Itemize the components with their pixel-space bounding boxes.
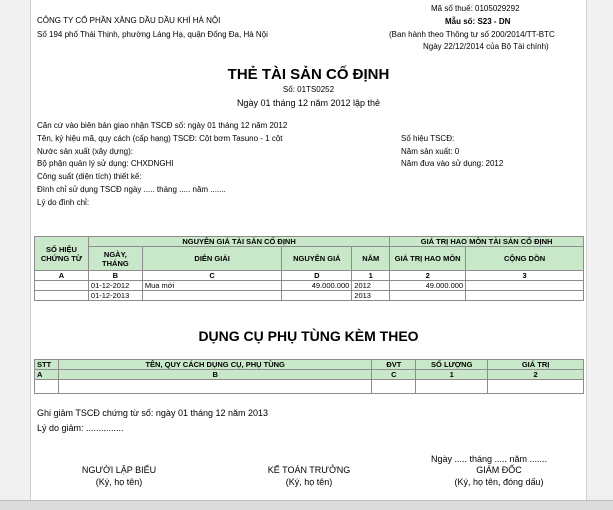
header-description: DIỄN GIẢI [142, 247, 282, 271]
circular-line-2: Ngày 22/12/2014 của Bộ Tài chính) [423, 42, 549, 51]
header-unit: ĐVT [372, 360, 416, 370]
origin-line: Nước sản xuất (xây dựng): [37, 147, 133, 156]
suspended-line: Đình chỉ sử dụng TSCĐ ngày ..... tháng ..... năm ....... [37, 185, 226, 194]
header-depr-value: GIÁ TRỊ HAO MÒN [390, 247, 466, 271]
basis-line: Căn cứ vào biên bản giao nhận TSCĐ số: ngày 01 tháng 12 năm 2012 [37, 121, 288, 130]
header-doc-number: SỐ HIỆU CHỨNG TỪ [35, 237, 89, 271]
code-cell: B [88, 271, 142, 281]
department-line: Bộ phận quản lý sử dụng: CHXDNGHI [37, 159, 174, 168]
header-original-cost: NGUYÊN GIÁ TÀI SẢN CỐ ĐỊNH [88, 237, 389, 247]
empty-cell [58, 380, 371, 394]
footer-date: Ngày ..... tháng ..... năm ....... [431, 454, 548, 464]
preparer-title: NGƯỜI LẬP BIỂU [81, 465, 157, 475]
accessories-table [34, 359, 584, 394]
accountant-title: KẾ TOÁN TRƯỞNG [267, 465, 351, 475]
decrease-line: Ghi giảm TSCĐ chứng từ số: ngày 01 tháng 12 năm 2013 [37, 408, 269, 418]
year-made-line: Năm sản xuất: 0 [401, 147, 460, 156]
decrease-reason-line: Lý do giảm: ............... [37, 423, 124, 433]
code-cell: 2 [488, 370, 584, 380]
tax-code: Mã số thuế: 0105029292 [431, 4, 520, 13]
form-number-label: Mẫu số: [445, 17, 476, 26]
cell-depr: 49.000.000 [390, 281, 466, 291]
cell-cost [282, 291, 352, 301]
cell-date: 01-12-2013 [88, 291, 142, 301]
capacity-line: Công suất (diện tích) thiết kế: [37, 172, 142, 181]
code-cell: 1 [416, 370, 488, 380]
code-cell: A [35, 271, 89, 281]
table-row [35, 281, 584, 291]
code-cell: 3 [466, 271, 584, 281]
asset-number-line: Số hiệu TSCĐ: [401, 134, 455, 143]
code-cell: 2 [390, 271, 466, 281]
cell-date: 01-12-2012 [88, 281, 142, 291]
director-title: GIÁM ĐỐC [476, 465, 522, 475]
cell-doc [35, 281, 89, 291]
header-value: GIÁ TRỊ [488, 360, 584, 370]
code-cell: D [282, 271, 352, 281]
header-depreciation: GIÁ TRỊ HAO MÒN TÀI SẢN CỐ ĐỊNH [390, 237, 584, 247]
table-row [35, 291, 584, 301]
year-used-line: Năm đưa vào sử dụng: 2012 [401, 159, 504, 168]
table-row [35, 380, 584, 394]
empty-cell [488, 380, 584, 394]
cell-cost: 49.000.000 [282, 281, 352, 291]
circular-line-1: (Ban hành theo Thông tư số 200/2014/TT-BTC [389, 30, 555, 39]
cell-desc [142, 291, 282, 301]
code-cell: B [58, 370, 371, 380]
director-sign: (Ký, họ tên, đóng dấu) [454, 477, 544, 487]
header-quantity: SỐ LƯỢNG [416, 360, 488, 370]
suspend-reason-line: Lý do đình chỉ: [37, 198, 90, 207]
accessories-title: DỤNG CỤ PHỤ TÙNG KÈM THEO [198, 328, 419, 344]
document-page [30, 0, 587, 500]
cell-doc [35, 291, 89, 301]
header-cost: NGUYÊN GIÁ [282, 247, 352, 271]
empty-cell [416, 380, 488, 394]
code-cell: C [142, 271, 282, 281]
accountant-sign: (Ký, họ tên) [285, 477, 333, 487]
empty-cell [35, 380, 59, 394]
card-title: THẺ TÀI SẢN CỐ ĐỊNH [227, 66, 390, 83]
code-cell: C [372, 370, 416, 380]
code-cell: 1 [352, 271, 390, 281]
header-cumulative: CỘNG DỒN [466, 247, 584, 271]
cell-desc: Mua mới [142, 281, 282, 291]
card-number: Số: 01TS0252 [282, 85, 335, 94]
cell-cumulative [466, 291, 584, 301]
preparer-sign: (Ký, họ tên) [95, 477, 143, 487]
company-address: Số 194 phố Thái Thịnh, phường Láng Hạ, quận Đống Đa, Hà Nội [37, 30, 268, 39]
header-date: NGÀY, THÁNG [88, 247, 142, 271]
header-tool-name: TÊN, QUY CÁCH DỤNG CỤ, PHỤ TÙNG [58, 360, 371, 370]
card-date: Ngày 01 tháng 12 năm 2012 lập thẻ [236, 98, 381, 108]
company-name: CÔNG TY CỔ PHẦN XĂNG DẦU DẦU KHÍ HÀ NỘI [37, 16, 221, 25]
cell-depr [390, 291, 466, 301]
asset-name-line: Tên, ký hiệu mã, quy cách (cấp hạng) TSCĐ: Cột bơm Tasuno - 1 cột [37, 134, 283, 143]
cell-year: 2013 [352, 291, 390, 301]
asset-value-table [34, 236, 584, 301]
cell-year: 2012 [352, 281, 390, 291]
header-year: NĂM [352, 247, 390, 271]
empty-cell [372, 380, 416, 394]
cell-cumulative [466, 281, 584, 291]
header-stt: STT [35, 360, 59, 370]
code-cell: A [35, 370, 59, 380]
form-number-value: S23 - DN [477, 17, 511, 26]
form-number [445, 17, 510, 26]
